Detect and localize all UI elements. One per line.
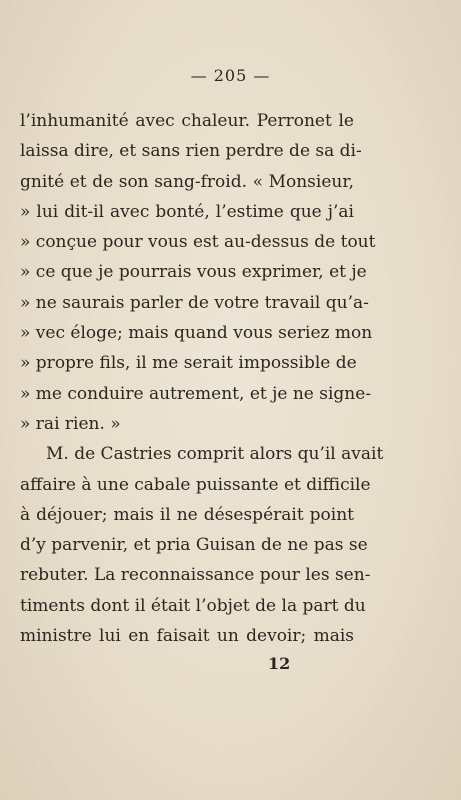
text-line: » ne saurais parler de votre travail qu’a- — [20, 292, 369, 313]
text-line: l’inhumanité avec chaleur. Perronet le — [20, 111, 354, 131]
text-line: laissa dire, et sans rien perdre de sa di- — [20, 141, 362, 162]
page-number: — 205 — — [190, 66, 271, 85]
text-line: » vec éloge; mais quand vous seriez mon — [20, 323, 373, 344]
text-line: ministre lui en faisait un devoir; mais — [20, 626, 354, 647]
text-line: » propre fils, il me serait impossible de — [20, 353, 357, 374]
text-line: d’y parvenir, et pria Guisan de ne pas se — [20, 535, 368, 556]
text-line: » conçue pour vous est au-dessus de tout — [20, 232, 376, 253]
text-line: » lui dit-il avec bonté, l’estime que j’ai — [20, 201, 354, 222]
text-line: » rai rien. » — [20, 413, 121, 434]
signature-mark: 12 — [268, 654, 291, 673]
text-line: gnité et de son sang-froid. « Monsieur, — [20, 171, 354, 192]
text-line: M. de Castries comprit alors qu’il avait — [46, 444, 384, 465]
body-text — [20, 106, 384, 651]
text-line: à déjouer; mais il ne désespérait point — [20, 504, 354, 525]
text-line: affaire à une cabale puissante et difficile — [20, 474, 371, 495]
text-line: rebuter. La reconnaissance pour les sen- — [20, 565, 371, 586]
text-line: » ce que je pourrais vous exprimer, et je — [20, 262, 367, 283]
text-line: timents dont il était l’objet de la part du — [20, 595, 366, 616]
text-line: » me conduire autrement, et je ne signe- — [20, 383, 372, 404]
